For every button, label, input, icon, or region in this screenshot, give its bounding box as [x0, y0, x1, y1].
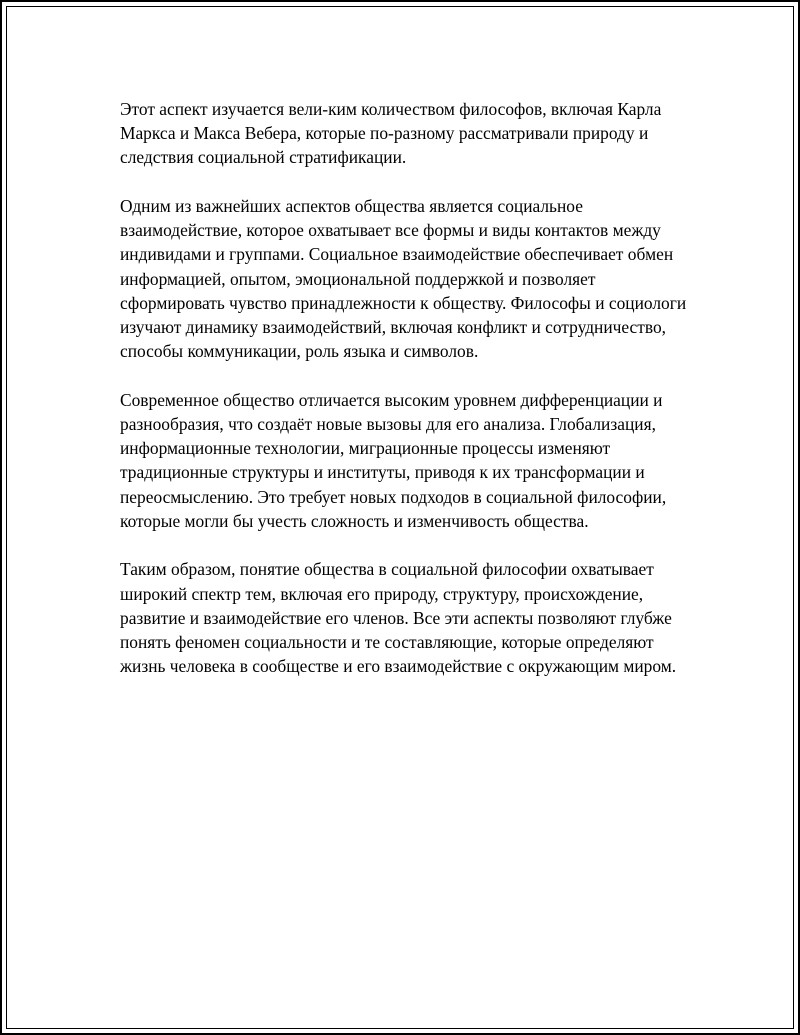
paragraph-3: Современное общество отличается высоким уровнем дифференциации и разнообразия, что создаёт новые вызовы для его анализа. Глобализация, информационные технологии, миграционные процессы изменяют традиционные структуры и институты, приводя к их трансформации и переосмыслению. Это требует новых подходов в социальной философии, которые могли бы учесть сложность и изменчивость общества. [120, 389, 667, 531]
paragraph-4: Таким образом, понятие общества в социальной философии охватывает широкий спектр тем, включая его природу, структуру, происхождение, развитие и взаимодействие его членов. Все эти аспекты позволяют глубже понять феномен социальности и те составляющие, которые определяют жизнь человека в сообществе и его взаимодействие с окружающим миром. [120, 559, 677, 677]
paragraph-2: Одним из важнейших аспектов общества является социальное взаимодействие, которое охватывает все формы и виды контактов между индивидами и группами. Социальное взаимодействие обеспечивает обмен информацией, опытом, эмоциональной поддержкой и позволяет сформировать чувство принадлежности к обществу. Философы и социологи изучают динамику взаимодействий, включая конфликт и сотрудничество, способы коммуникации, роль языка и символов. [120, 196, 687, 362]
document-body [120, 97, 700, 678]
paragraph-1: Этот аспект изучается вели-ким количеством философов, включая Карла Маркса и Макса Вебера, которые по-разному рассматривали природу и следствия социальной стратификации. [120, 99, 662, 168]
